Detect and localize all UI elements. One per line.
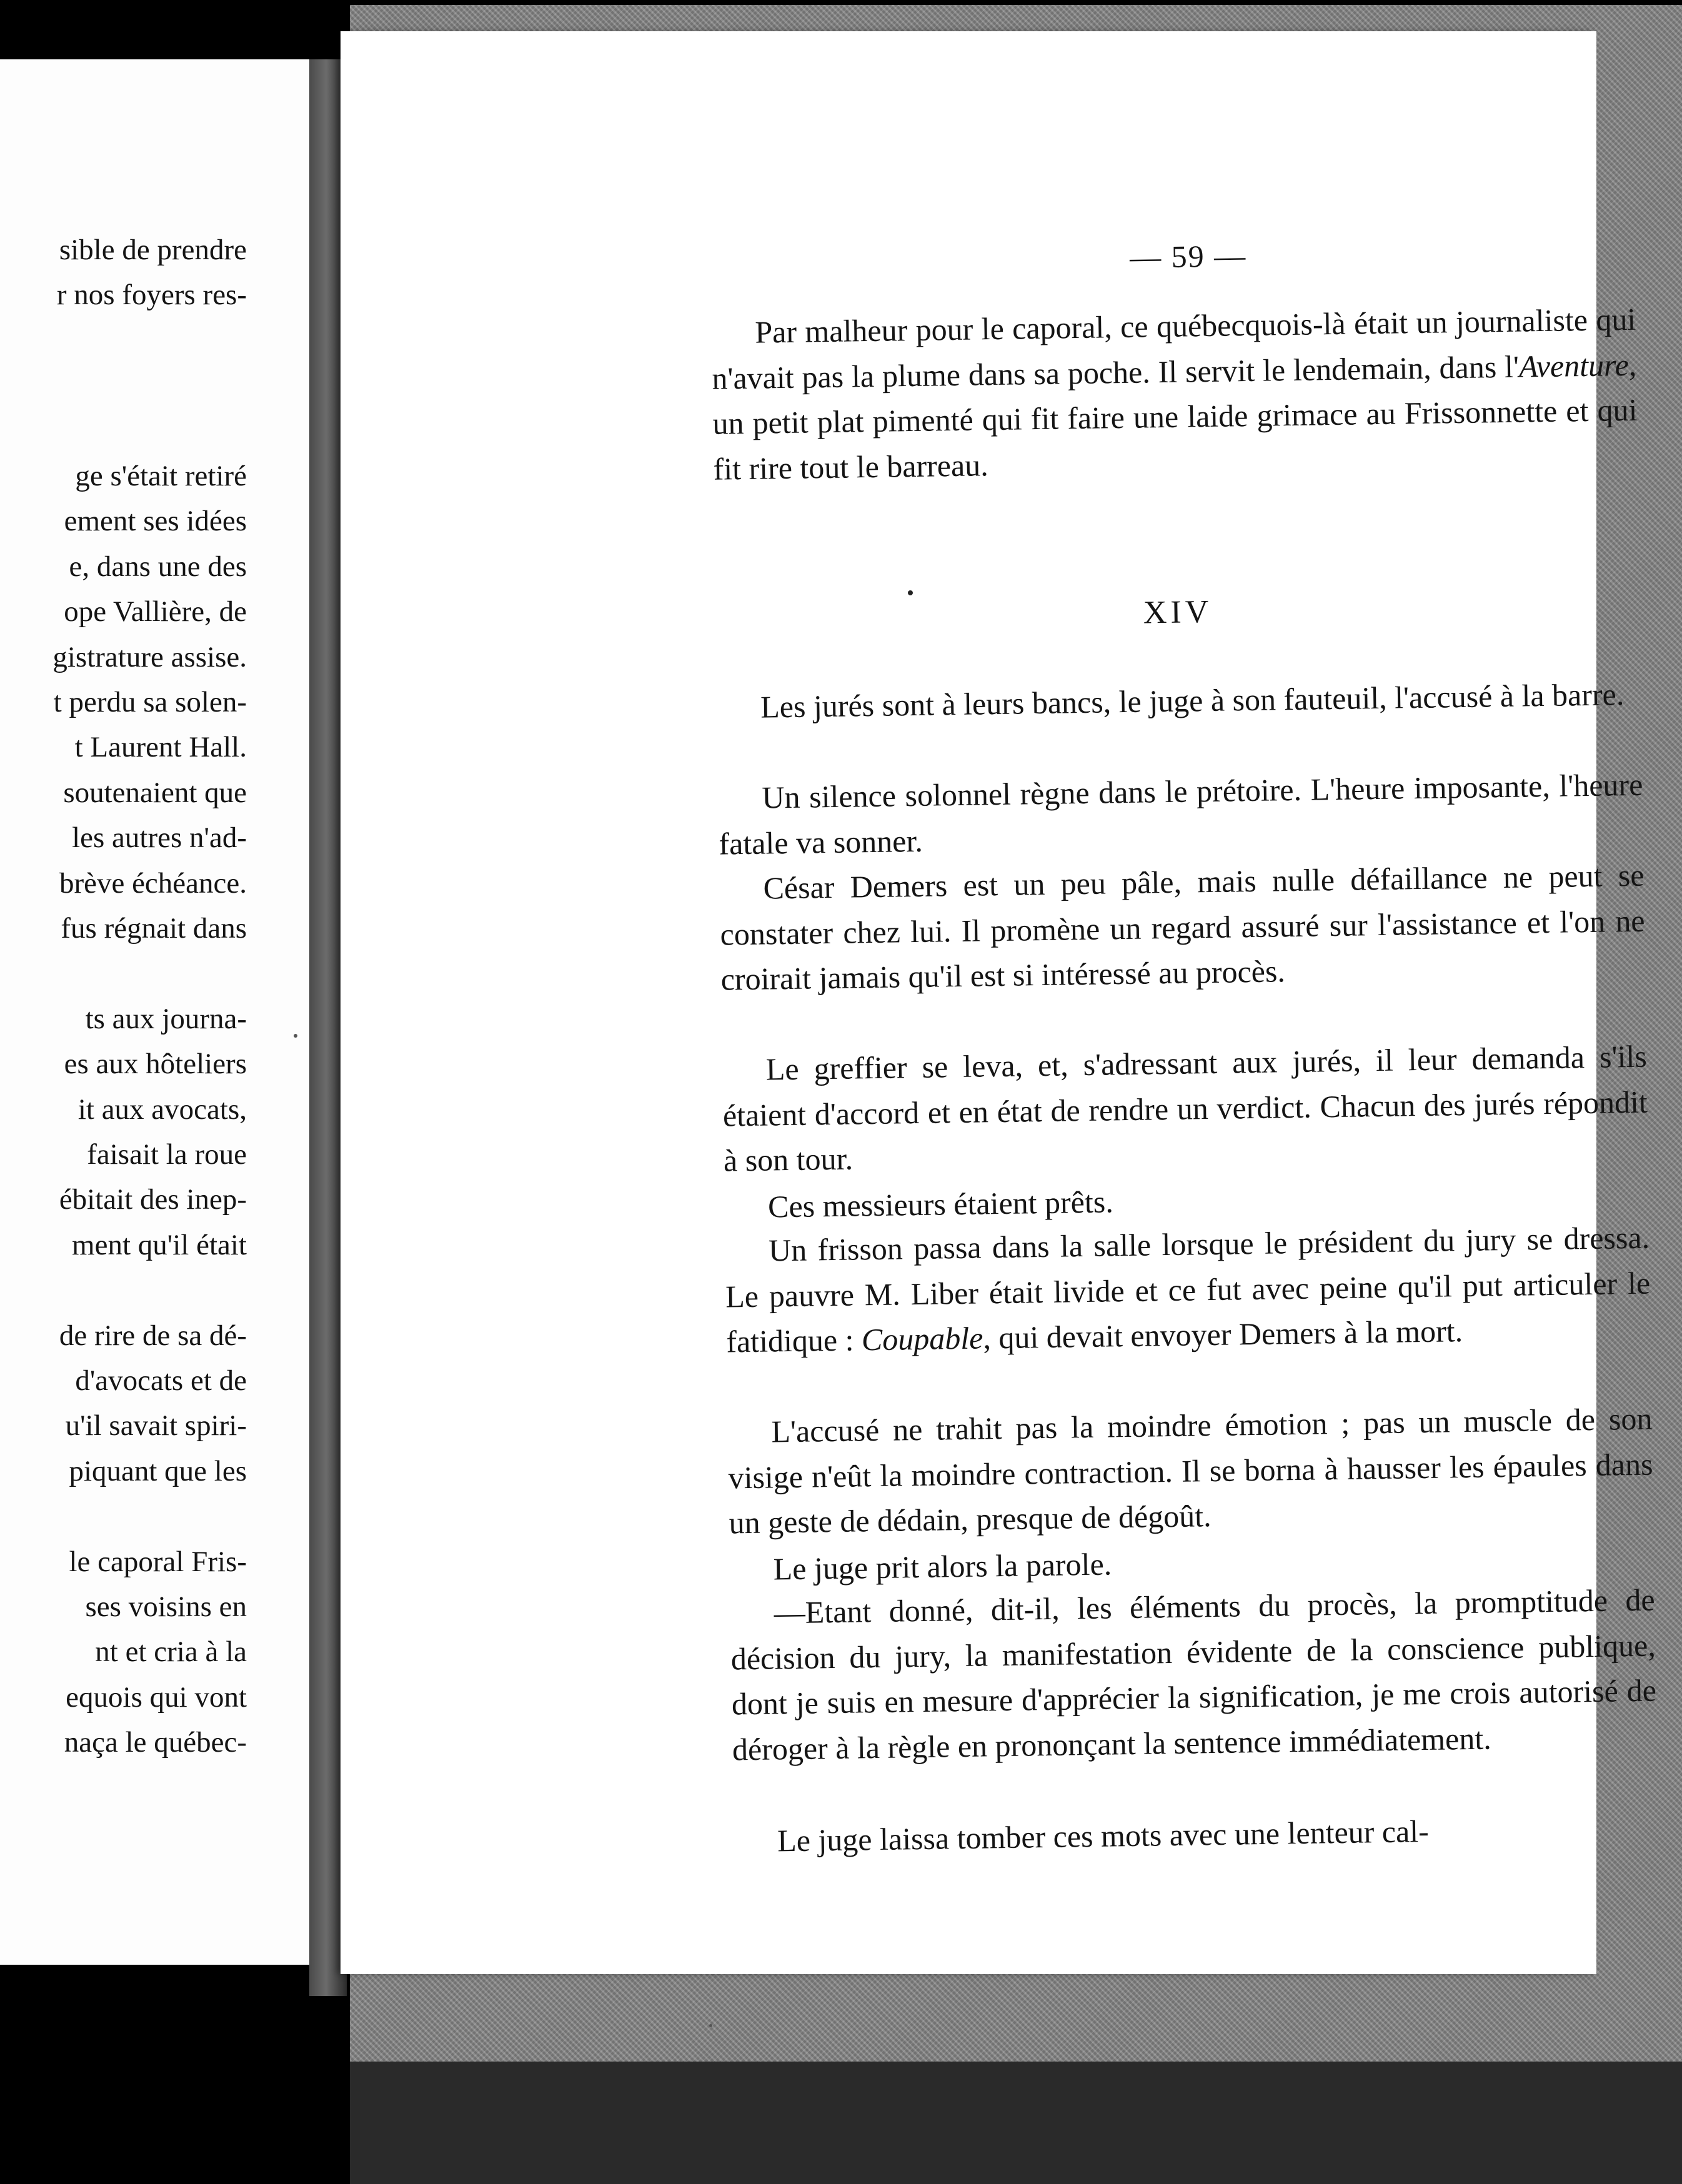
left-page-line: ement ses idées	[64, 505, 247, 538]
verdict-word: Coupable	[861, 1320, 983, 1358]
opening-paragraph	[711, 297, 1638, 492]
paragraph	[727, 1396, 1654, 1546]
paragraph	[719, 853, 1646, 1002]
left-page-line: ope Vallière, de	[64, 595, 247, 628]
left-page-line: naça le québec-	[64, 1726, 247, 1759]
page-number: — 59 —	[1129, 238, 1247, 275]
paragraph-text: Un frisson passa dans la salle lorsque le président du jury se dressa. Le pauvre M. Liber était livide et ce fut avec peine qu'il put articuler le fatidique : Coupable, qui devait envoyer Demers à la mort.	[725, 1219, 1651, 1359]
dust-speck	[908, 590, 913, 595]
left-page-line: gistrature assise.	[52, 640, 247, 673]
left-facing-page	[0, 59, 309, 1965]
paragraph-text: Le greffier se leva, et, s'adressant aux jurés, il leur demanda s'ils étaient d'accord et en état de rendre un verdict. Chacun des jurés répondit à son tour.	[722, 1038, 1648, 1178]
left-page-line: nt et cria à la	[95, 1636, 247, 1669]
cover-bottom-edge	[350, 2062, 1682, 2184]
left-page-line: ébitait des inep-	[59, 1183, 247, 1216]
left-page-line: les autres n'ad-	[72, 821, 247, 855]
paragraph-text: Le juge prit alors la parole.	[773, 1546, 1112, 1587]
left-page-line: es aux hôteliers	[64, 1048, 247, 1081]
dust-speck	[294, 1034, 297, 1038]
right-page	[341, 31, 1657, 1974]
left-page-line: ses voisins en	[85, 1591, 247, 1623]
paragraph-text: César Demers est un peu pâle, mais nulle défaillance ne peut se constater chez lui. Il promène un regard assuré sur l'assistance et l'on ne croirait jamais qu'il est si intéressé au procès.	[720, 857, 1645, 997]
left-page-line: t Laurent Hall.	[74, 731, 247, 764]
paragraph	[734, 1805, 1659, 1864]
left-page-line: t perdu sa solen-	[53, 686, 247, 718]
left-page-line: d'avocats et de	[75, 1364, 247, 1397]
paragraph-text: Un silence solonnel règne dans le prétoire. L'heure imposante, l'heure fatale va sonner.	[719, 767, 1643, 861]
journal-title: Aventure	[1518, 347, 1630, 384]
left-page-line: ts aux journa-	[85, 1002, 247, 1035]
paragraph-text: Le juge laissa tomber ces mots avec une lenteur cal-	[777, 1813, 1430, 1859]
paragraph	[718, 762, 1644, 866]
left-page-line: e, dans une des	[69, 550, 247, 583]
left-page-line: piquant que les	[69, 1454, 247, 1487]
paragraph	[717, 672, 1642, 730]
paragraph-text: Ces messieurs étaient prêts.	[767, 1184, 1114, 1224]
left-page-line: ment qu'il était	[72, 1228, 247, 1261]
left-page-line: faisait la roue	[87, 1138, 247, 1171]
left-page-line: de rire de sa dé-	[59, 1319, 247, 1352]
dust-speck	[709, 2024, 712, 2027]
chapter-heading: XIV	[1143, 593, 1213, 631]
paragraph	[730, 1577, 1657, 1772]
opening-paragraph-text: Par malheur pour le caporal, ce québecquois-là était un journaliste qui n'avait pas la plume dans sa poche. Il servit le lendemain, dans l'Aventure, un petit plat pimenté qui fit faire une laide grimace au Frissonnette et qui fit rire tout le barreau.	[712, 301, 1638, 487]
right-page-content	[360, 22, 1657, 1983]
paragraph	[722, 1034, 1648, 1183]
paragraph	[725, 1215, 1651, 1364]
left-page-line: u'il savait spiri-	[65, 1409, 247, 1442]
paragraph-text: —Etant donné, dit-il, les éléments du procès, la promptitude de décision du jury, la manifestation évidente de la conscience publique, dont je suis en mesure d'apprécier la signification, je me crois autorisé de déroger à la règle en prononçant la sentence immédiatement.	[730, 1582, 1657, 1767]
left-page-line: brève échéance.	[59, 866, 247, 900]
left-page-line: r nos foyers res-	[56, 279, 247, 312]
left-page-line: fus régnait dans	[61, 912, 247, 945]
left-page-line: sible de prendre	[59, 234, 247, 266]
left-page-line: le caporal Fris-	[69, 1545, 247, 1578]
left-page-line: soutenaient que	[63, 776, 247, 809]
left-page-line: it aux avocats,	[77, 1093, 247, 1126]
paragraph-text: Les jurés sont à leurs bancs, le juge à son fauteuil, l'accusé à la barre.	[760, 677, 1625, 725]
left-page-line: ge s'était retiré	[75, 460, 247, 492]
left-page-line: equois qui vont	[66, 1680, 247, 1714]
paragraph-text: L'accusé ne trahit pas la moindre émotion ; pas un muscle de son visige n'eût la moindre contraction. Il se borna à hausser les épaules dans un geste de dédain, presque de dégoût.	[728, 1401, 1653, 1541]
